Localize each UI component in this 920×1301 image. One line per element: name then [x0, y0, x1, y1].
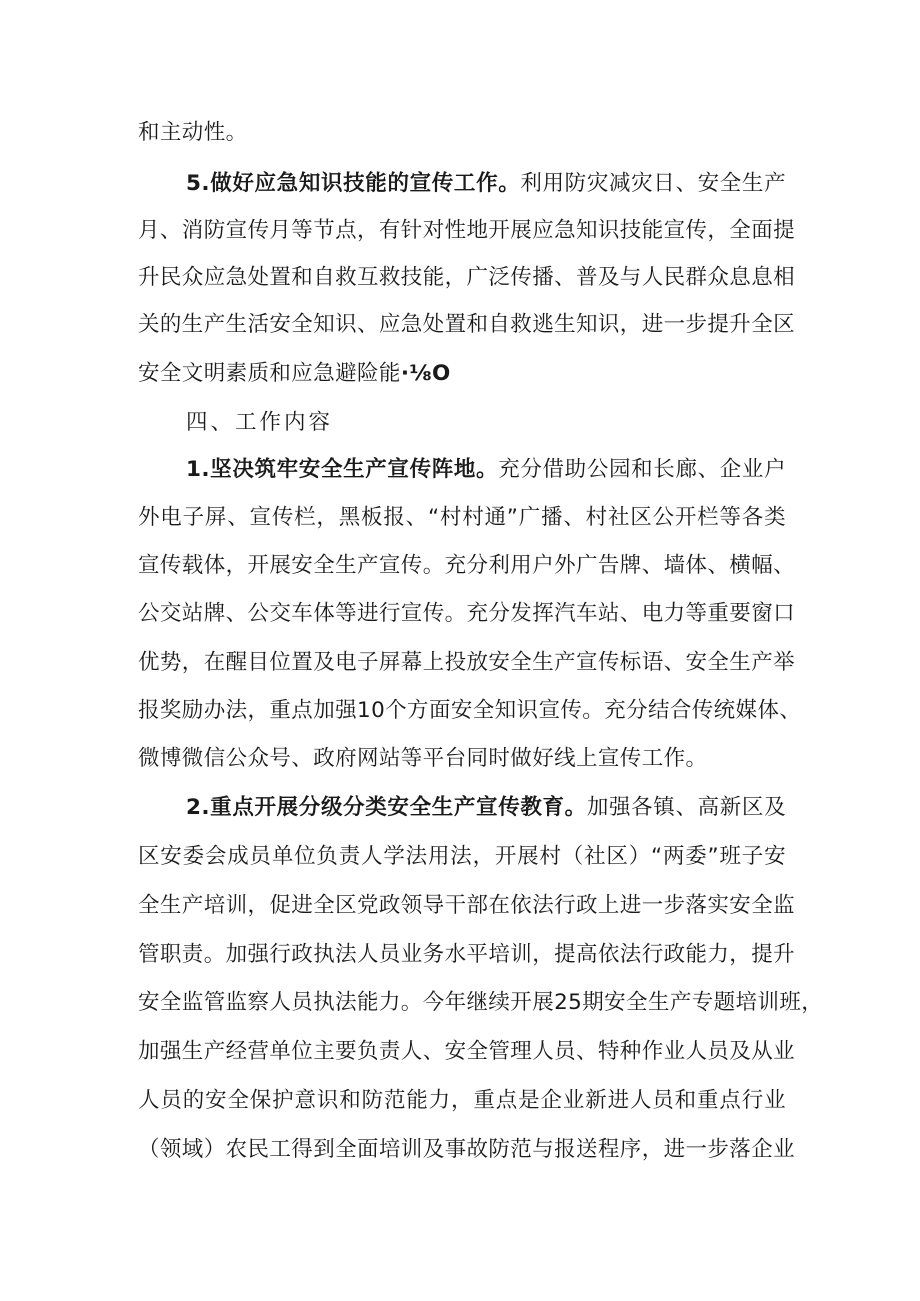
item-5-line-5	[138, 360, 786, 388]
item-1-line-4: 公交站牌、公交车体等进行宣传。充分发挥汽车站、电力等重要窗口	[138, 601, 796, 626]
item-5-line-4: 关的生产生活安全知识、应急处置和自救逃生知识，进一步提升全区	[138, 312, 796, 337]
item-1-heading: 1.坚决筑牢安全生产宣传阵地。	[186, 457, 499, 482]
item-2-line-4: 管职责。加强行政执法人员业务水平培训，提高依法行政能力，提升	[138, 942, 796, 967]
item-1-text: 充分借助公园和长廊、企业户	[498, 457, 786, 482]
item-1-line-5: 优势，在醒目位置及电子屏幕上投放安全生产宣传标语、安全生产举	[138, 650, 796, 675]
item-2-heading: 2.重点开展分级分类安全生产宣传教育。	[186, 795, 587, 820]
section-heading-4: 四、工作内容	[186, 410, 334, 435]
item-1-line-1	[186, 456, 786, 484]
item-5-line-1	[186, 170, 786, 198]
item-2-line-6: 加强生产经营单位主要负责人、安全管理人员、特种作业人员及从业	[138, 1039, 796, 1064]
item-2-line-5: 安全监管监察人员执法能力。今年继续开展25期安全生产专题培训班，	[138, 990, 824, 1015]
item-5-heading: .做好应急知识技能的宣传工作。	[201, 171, 521, 196]
item-2-line-8: （领域）农民工得到全面培训及事故防范与报送程序，进一步落企业	[138, 1137, 796, 1162]
item-5-last-text: 安全文明素质和应急避险能	[138, 361, 401, 386]
item-2-line-3: 全生产培训，促进全区党政领导干部在依法行政上进一步落实安全监	[138, 893, 796, 918]
item-5-line-2: 月、消防宣传月等节点，有针对性地开展应急知识技能宣传，全面提	[138, 218, 796, 243]
item-1-line-3: 宣传载体，开展安全生产宣传。充分利用户外广告牌、墙体、横幅、	[138, 553, 796, 578]
item-1-line-6: 报奖励办法，重点加强10个方面安全知识宣传。充分结合传统媒体、	[138, 698, 802, 723]
item-5-number: 5	[186, 171, 202, 196]
item-1-line-2: 外电子屏、宣传栏，黑板报、“村村通”广播、村社区公开栏等各类	[138, 505, 786, 530]
item-5-line-3: 升民众应急处置和自救互救技能，广泛传播、普及与人民群众息息相	[138, 265, 796, 290]
item-5-text: 利用防灾减灾日、安全生产	[520, 171, 786, 196]
item-2-line-1	[186, 794, 786, 822]
item-2-line-7: 人员的安全保护意识和防范能力，重点是企业新进人员和重点行业	[138, 1088, 786, 1113]
item-2-text: 加强各镇、高新区及	[586, 795, 786, 820]
item-5-garbled-tail: ∙⅛O	[400, 361, 451, 386]
item-2-line-2: 区安委会成员单位负责人学法用法，开展村（社区）“两委”班子安	[138, 844, 786, 869]
item-1-line-7: 微博微信公众号、政府网站等平台同时做好线上宣传工作。	[138, 746, 708, 771]
paragraph-continuation-line: 和主动性。	[138, 120, 248, 145]
